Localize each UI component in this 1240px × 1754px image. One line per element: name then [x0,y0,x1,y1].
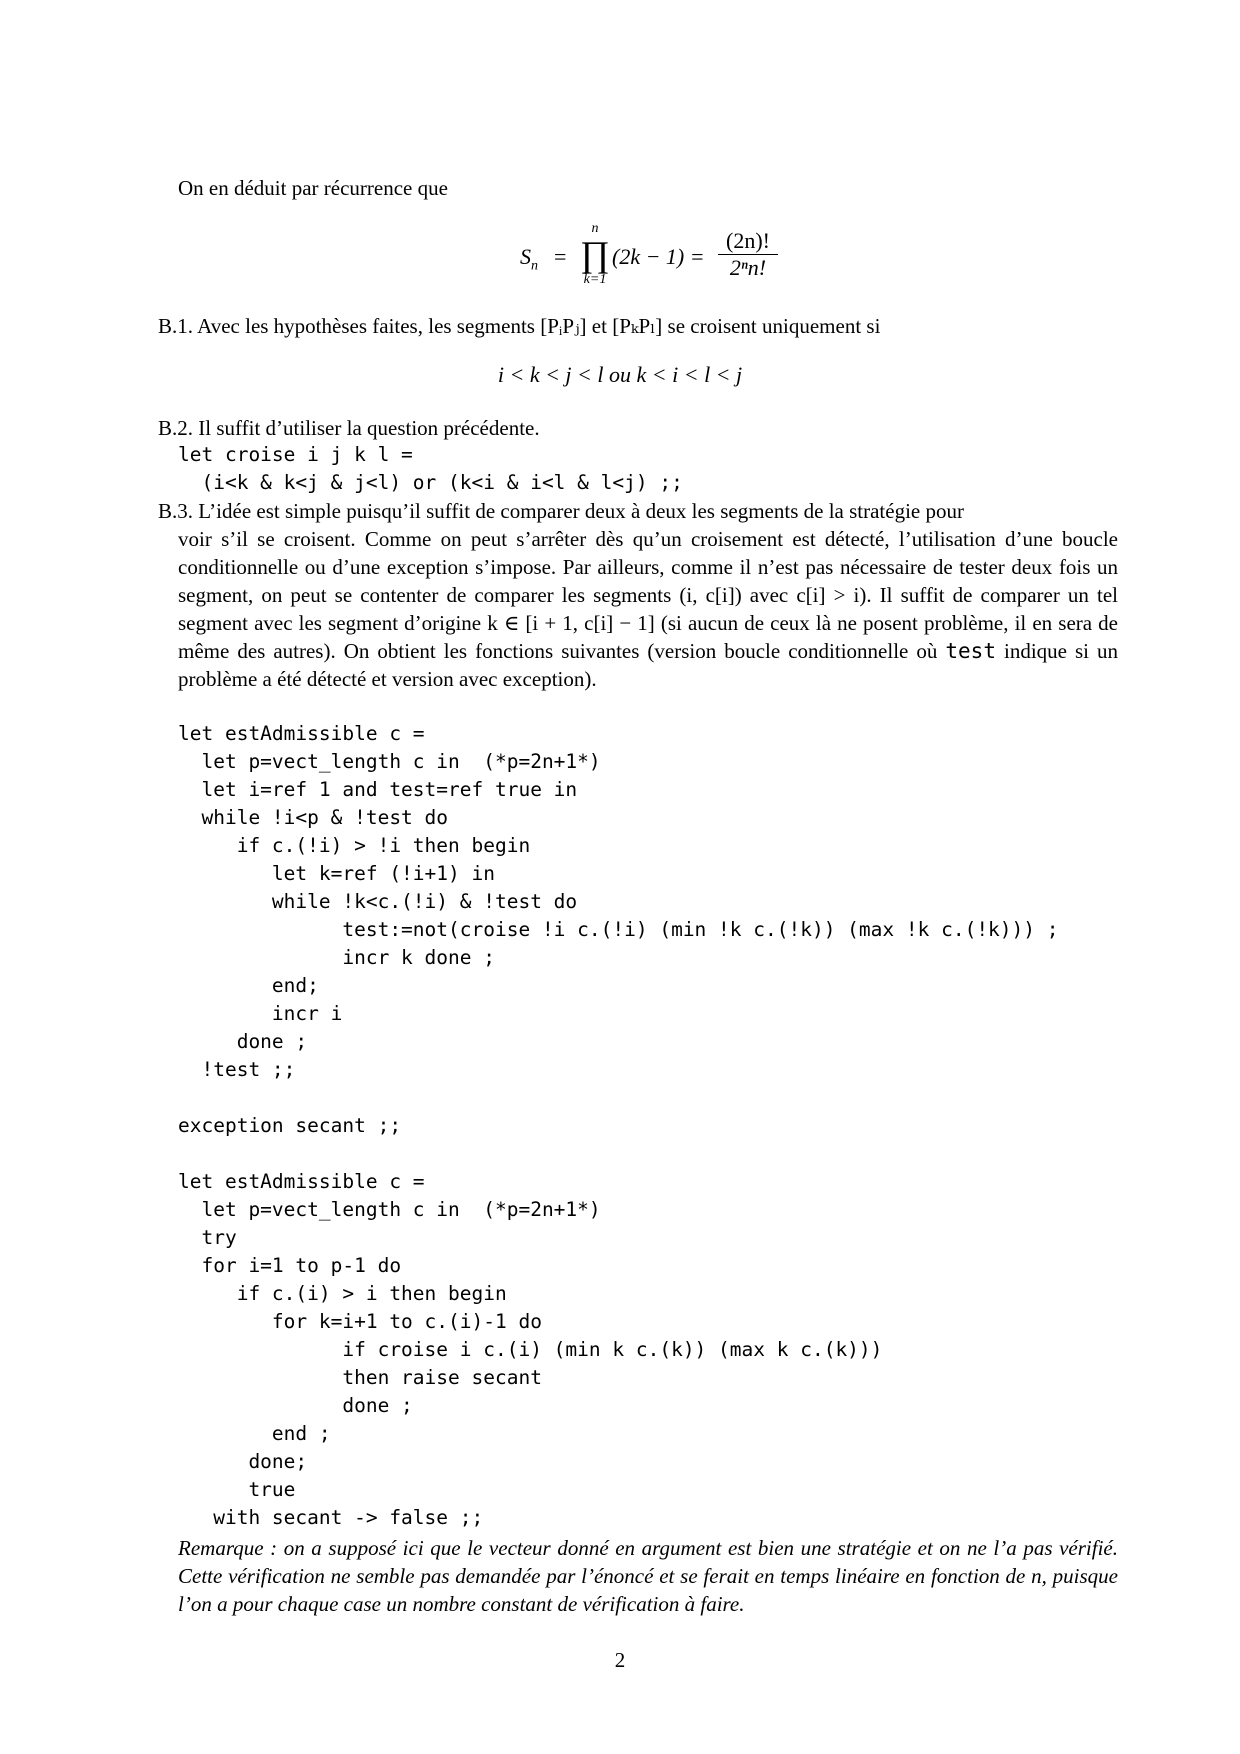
b3-line [158,497,964,525]
b1-formula: i < k < j < l ou k < i < l < j [497,362,743,387]
b3-code: let estAdmissible c = let p=vect_length c in (*p=2n+1*) let i=ref 1 and test=ref true in while !i<p & !test do if c.(!i) > !i then begin let k=ref (!i+1) in while !k<c.(!i) & !test do test:=not(croise !i c.(!i) (min !k c.(!k)) (max !k c.(!k))) ; incr k done ; end; incr i done ; !test ;; exception secant ;; let estAdmissible c = let p=vect_length c in (*p=2n+1*) try for i=1 to p-1 do if c.(i) > i then begin for k=i+1 to c.(i)-1 do if croise i c.(i) (min k c.(k)) (max k c.(k))) then raise secant done ; end ; done; true with secant -> false ;; [178,722,1059,1529]
formula-lhs: S [520,244,531,269]
b2-line [158,414,540,442]
b3-label: B.3. [158,499,194,523]
b2-label: B.2. [158,416,194,440]
product-operator [580,222,610,288]
b2-text: Il suffit d’utiliser la question précédente. [198,416,540,440]
b2-code: let croise i j k l = (i<k & k<j & j<l) or (k<i & i<l & l<j) ;; [178,443,683,494]
formula-equals: = [554,244,567,269]
fraction-denominator: 2ⁿn! [729,255,767,280]
b3-paragraph [178,525,1118,693]
product-lower: k=1 [583,272,607,287]
page-number: 2 [614,1648,626,1672]
b3-paragraph-text: voir s’il se croisent. Comme on peut s’arrêter dès qu’un croisement est détecté, l’utilisation d’une boucle conditionnelle ou d’une exception s’impose. Par ailleurs, comme il n’est pas nécessaire de tester deux fois un segment, on peut se contenter de comparer les segments (i, c[i]) avec c[i] > i). Il suffit de comparer un tel segment avec les segment d’origine k ∈ [i + 1, c[i] − 1] (si aucun de ceux là ne posent problème, il en sera de même des autres). On obtient les fonctions suivantes (version boucle conditionnelle où [178,527,1118,663]
product-symbol: ∏ [580,234,610,274]
formula-body: (2k − 1) = [612,244,705,269]
fraction-numerator: (2n)! [718,228,778,255]
b1-text: Avec les hypothèses faites, les segments [PᵢPⱼ] et [PₖPₗ] se croisent uniquement si [197,314,881,338]
b3-first-line: L’idée est simple puisqu’il suffit de comparer deux à deux les segments de la stratégie pour [198,499,964,523]
formula-fraction [718,228,778,281]
intro-text: On en déduit par récurrence que [178,176,448,200]
formula-lhs-sub: n [531,258,538,274]
b1-line [158,312,880,340]
remark-text: Remarque : on a supposé ici que le vecteur donné en argument est bien une stratégie et on ne l’a pas vérifié. Cette vérification ne semble pas demandée par l’énoncé et se ferait en temps linéaire en fonction de n, puisque l’on a pour chaque case un nombre constant de vérification à faire. [178,1536,1118,1616]
b3-paragraph-end: indique si un problème a été détecté et version avec exception). [178,639,1119,691]
b1-label: B.1. [158,314,194,338]
product-upper: n [591,221,599,236]
b3-test-keyword: test [945,639,996,663]
